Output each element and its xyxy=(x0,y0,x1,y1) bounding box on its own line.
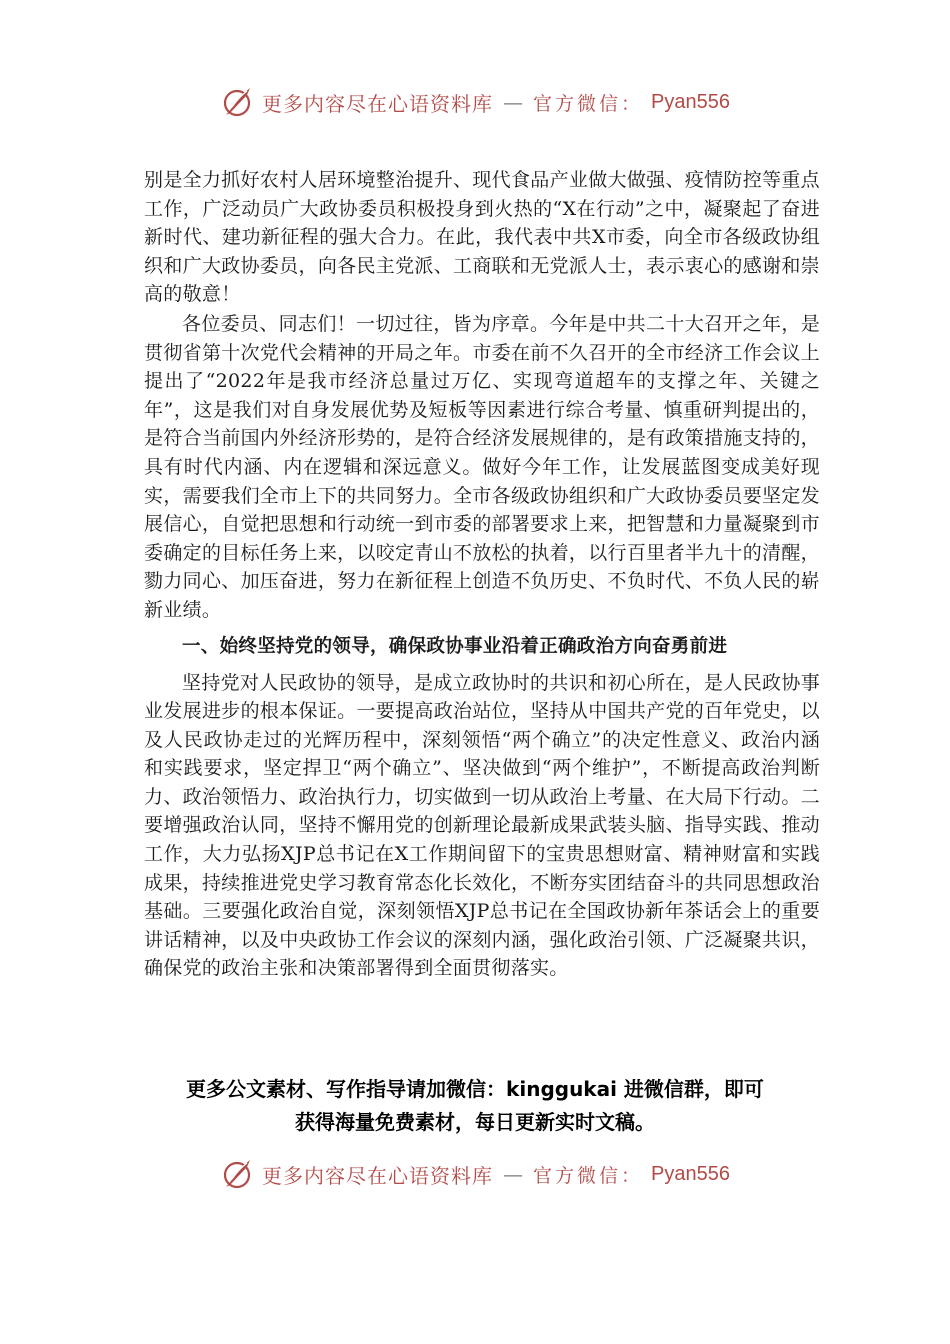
quill-logo-icon xyxy=(220,1157,254,1191)
paragraph-continued: 别是全力抓好农村人居环境整治提升、现代食品产业做大做强、疫情防控等重点工作，广泛动员广大政协委员积极投身到火热的“X在行动”之中，凝聚起了奋进新时代、建功新征程的强大合力。在此，我代表中共X市委，向全市各级政协组织和广大政协委员，向各民主党派、工商联和无党派人士，表示衷心的感谢和崇高的敬意！ xyxy=(144,169,820,306)
section-paragraph: 坚持党对人民政协的领导，是成立政协时的共识和初心所在，是人民政协事业发展进步的根本保证。一要提高政治站位，坚持从中国共产党的百年党史，以及人民政协走过的光辉历程中，深刻领悟“两个确立”的决定性意义、政治内涵和实践要求，坚定捍卫“两个确立”、坚决做到“两个维护”，不断提高政治判断力、政治领悟力、政治执行力，切实做到一切从政治上考量、在大局下行动。二要增强政治认同，坚持不懈用党的创新理论最新成果武装头脑、指导实践、推动工作，大力弘扬XJP总书记在X工作期间留下的宝贵思想财富、精神财富和实践成果，持续推进党史学习教育常态化长效化，不断夯实团结奋斗的共同思想政治基础。三要强化政治自觉，深刻领悟XJP总书记在全国政协新年茶话会上的重要讲话精神，以及中央政协工作会议的深刻内涵，强化政治引领、广泛凝聚共识，确保党的政治主张和决策部署得到全面贯彻落实。 xyxy=(144,671,820,980)
section-heading: 一、始终坚持党的领导，确保政协事业沿着正确政治方向奋勇前进 xyxy=(182,635,728,657)
paragraph: 各位委员、同志们！一切过往，皆为序章。今年是中共二十大召开之年，是贯彻省第十次党代会精神的开局之年。市委在前不久召开的全市经济工作会议上提出了“2022年是我市经济总量过万亿、实现弯道超车的支撑之年、关键之年”，这是我们对自身发展优势及短板等因素进行综合考量、慎重研判提出的，是符合当前国内外经济形势的，是符合经济发展规律的，是有政策措施支持的，具有时代内涵、内在逻辑和深远意义。做好今年工作，让发展蓝图变成美好现实，需要我们全市上下的共同努力。全市各级政协组织和广大政协委员要坚定发展信心，自觉把思想和行动统一到市委的部署要求上来，把智慧和力量凝聚到市委确定的目标任务上来，以咬定青山不放松的执着，以行百里者半九十的清醒，勠力同心、加压奋进，努力在新征程上创造不负历史、不负时代、不负人民的崭新业绩。 xyxy=(144,312,820,621)
document-body xyxy=(144,166,820,983)
site-name: 更多内容尽在心语资料库 xyxy=(262,1163,493,1188)
promo-notice xyxy=(0,1073,950,1139)
separator: — xyxy=(503,90,523,114)
quill-logo-icon xyxy=(220,85,254,119)
header-banner xyxy=(0,80,950,124)
promo-line-2: 获得海量免费素材，每日更新实时文稿。 xyxy=(295,1110,655,1134)
wechat-label: 官方微信： xyxy=(533,1164,644,1187)
footer-banner xyxy=(0,1152,950,1196)
wechat-id: Pyan556 xyxy=(651,1162,730,1185)
site-name: 更多内容尽在心语资料库 xyxy=(262,91,493,116)
wechat-label: 官方微信： xyxy=(533,92,644,115)
promo-line-1: 更多公文素材、写作指导请加微信：kinggukai 进微信群，即可 xyxy=(186,1077,764,1101)
separator: — xyxy=(503,1162,523,1186)
wechat-id: Pyan556 xyxy=(651,90,730,113)
